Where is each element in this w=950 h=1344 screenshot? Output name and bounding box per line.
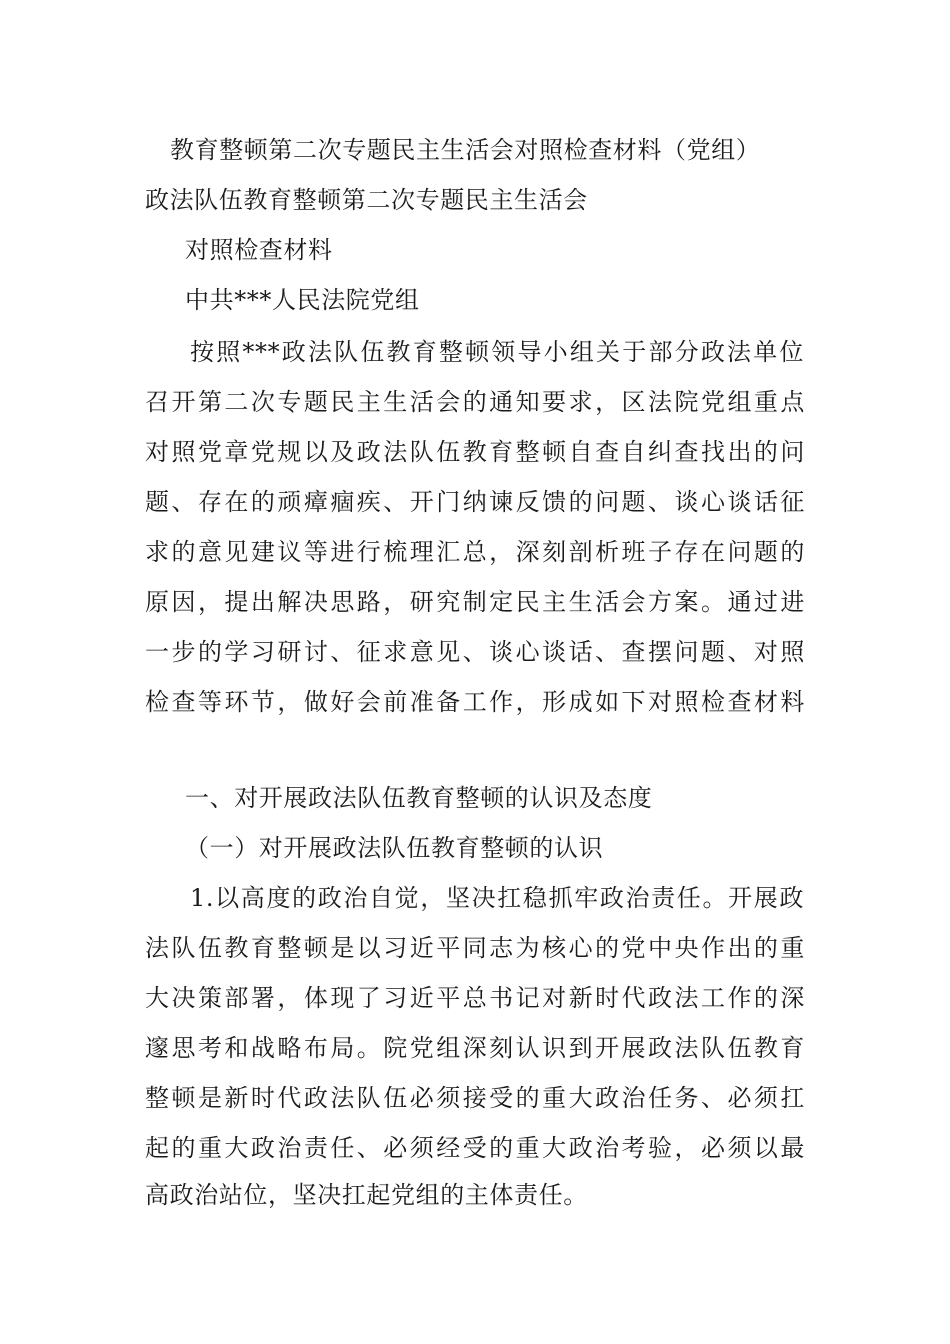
para1-line-6: 起的重大政治责任、必须经受的重大政治考验，必须以最 (145, 1134, 805, 1162)
intro-line-7: 一步的学习研讨、征求意见、谈心谈话、查摆问题、对照 (145, 638, 805, 666)
para1-line-2: 法队伍教育整顿是以习近平同志为核心的党中央作出的重 (145, 934, 805, 962)
intro-line-1: 按照***政法队伍教育整顿领导小组关于部分政法单位 (190, 338, 804, 366)
intro-line-5: 求的意见建议等进行梳理汇总，深刻剖析班子存在问题的 (145, 538, 805, 566)
subsection-1-heading: （一）对开展政法队伍教育整顿的认识 (185, 834, 604, 862)
intro-line-8: 检查等环节，做好会前准备工作，形成如下对照检查材料 (145, 688, 805, 716)
para1-line-3: 大决策部署，体现了习近平总书记对新时代政法工作的深 (145, 984, 805, 1012)
intro-line-4: 题、存在的顽瘴痼疾、开门纳谏反馈的问题、谈心谈话征 (145, 488, 805, 516)
document-subtitle: 政法队伍教育整顿第二次专题民主生活会 (145, 186, 588, 214)
para1-line-4: 邃思考和战略布局。院党组深刻认识到开展政法队伍教育 (145, 1034, 805, 1062)
document-title: 教育整顿第二次专题民主生活会对照检查材料（党组） (170, 136, 761, 164)
intro-line-2: 召开第二次专题民主生活会的通知要求，区法院党组重点 (145, 388, 805, 416)
document-author: 中共***人民法院党组 (185, 286, 420, 314)
para1-line-5: 整顿是新时代政法队伍必须接受的重大政治任务、必须扛 (145, 1084, 805, 1112)
intro-line-3: 对照党章党规以及政法队伍教育整顿自查自纠查找出的问 (145, 438, 805, 466)
para1-line-1: 1.以高度的政治自觉，坚决扛稳抓牢政治责任。开展政 (190, 884, 804, 912)
intro-line-6: 原因，提出解决思路，研究制定民主生活会方案。通过进 (145, 588, 805, 616)
para1-line-7: 高政治站位，坚决扛起党组的主体责任。 (145, 1181, 588, 1209)
section-1-heading: 一、对开展政法队伍教育整顿的认识及态度 (185, 784, 653, 812)
document-subtitle-2: 对照检查材料 (185, 236, 333, 264)
